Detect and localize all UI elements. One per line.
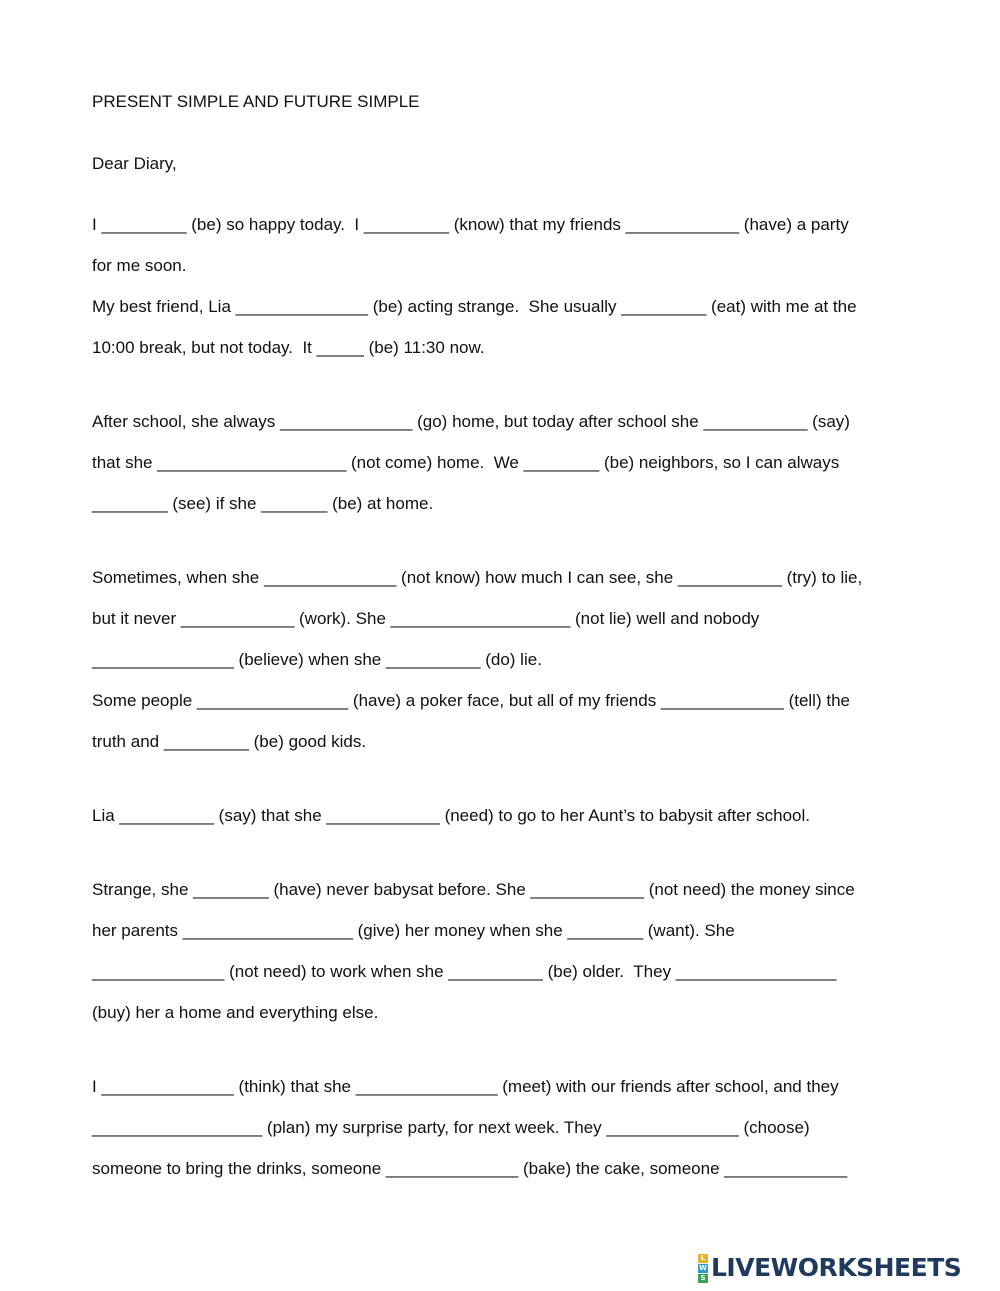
exercise-line: Lia __________ (say) that she ____________ (need) to go to her Aunt’s to babysit after school. — [92, 806, 810, 825]
exercise-line: My best friend, Lia ______________ (be) acting strange. She usually _________ (eat) with me at the — [92, 297, 857, 316]
exercise-line: _______________ (believe) when she __________ (do) lie. — [92, 650, 542, 669]
exercise-line: her parents __________________ (give) her money when she ________ (want). She — [92, 921, 735, 940]
exercise-line: After school, she always ______________ (go) home, but today after school she ___________ (say) — [92, 412, 850, 431]
liveworksheets-logo[interactable] — [698, 1253, 961, 1283]
exercise-line: Some people ________________ (have) a poker face, but all of my friends _____________ (tell) the — [92, 691, 850, 710]
exercise-line: I _________ (be) so happy today. I _________ (know) that my friends ____________ (have) a party — [92, 215, 849, 234]
logo-mark-w: W — [699, 1263, 707, 1272]
worksheet-title: PRESENT SIMPLE AND FUTURE SIMPLE — [92, 92, 420, 111]
exercise-line: but it never ____________ (work). She ___________________ (not lie) well and nobody — [92, 609, 760, 628]
exercise-line: someone to bring the drinks, someone ______________ (bake) the cake, someone _____________ — [92, 1159, 848, 1178]
exercise-line: truth and _________ (be) good kids. — [92, 732, 367, 751]
logo-mark-l: L — [698, 1254, 708, 1263]
logo-mark-s: S — [698, 1274, 708, 1283]
exercise-line: (buy) her a home and everything else. — [92, 1003, 379, 1022]
exercise-line: Strange, she ________ (have) never babysat before. She ____________ (not need) the money since — [92, 880, 855, 899]
exercise-line: 10:00 break, but not today. It _____ (be) 11:30 now. — [92, 338, 485, 357]
salutation: Dear Diary, — [92, 154, 177, 173]
logo-text: LIVEWORKSHEETS — [711, 1253, 962, 1282]
exercise-line: I ______________ (think) that she _______________ (meet) with our friends after school, and they — [92, 1077, 839, 1096]
exercise-line: ________ (see) if she _______ (be) at home. — [92, 494, 434, 513]
exercise-line: that she ____________________ (not come) home. We ________ (be) neighbors, so I can always — [92, 453, 840, 472]
exercise-line: Sometimes, when she ______________ (not know) how much I can see, she ___________ (try) to lie, — [92, 568, 863, 587]
exercise-line: __________________ (plan) my surprise party, for next week. They ______________ (choose) — [92, 1118, 810, 1137]
exercise-line: for me soon. — [92, 256, 187, 275]
logo-mark-icon — [698, 1254, 708, 1283]
exercise-line: ______________ (not need) to work when she __________ (be) older. They _________________ — [92, 962, 837, 981]
